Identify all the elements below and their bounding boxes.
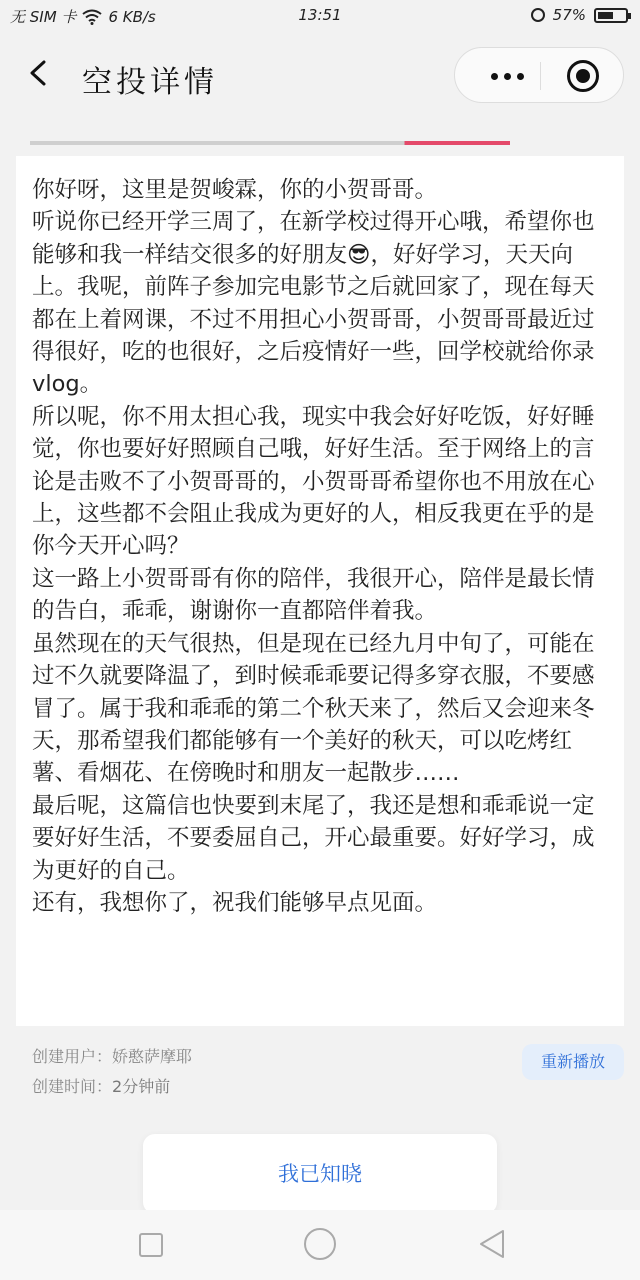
battery-icon xyxy=(594,8,628,23)
home-icon[interactable] xyxy=(304,1228,336,1260)
back-arrow-icon[interactable] xyxy=(26,60,52,86)
airdrop-meta xyxy=(32,1042,192,1102)
letter-paragraph: 还有，我想你了，祝我们能够早点见面。 xyxy=(32,889,438,916)
creator-name: 娇憨萨摩耶 xyxy=(112,1047,193,1066)
letter-paragraph: 虽然现在的天气很热，但是现在已经九月中旬了，可能在过不久就要降温了，到时候乖乖要记得多穿衣服，不要感冒了。属于我和乖乖的第二个秋天来了，然后又会迎来冬天，那希望我们都能够有一个美好的秋天，可以吃烤红薯、看烟花、在傍晚时和朋友一起散步…… xyxy=(32,630,595,787)
battery-fill xyxy=(598,12,613,19)
letter-body xyxy=(32,174,612,919)
status-right xyxy=(531,6,628,24)
clock: 13:51 xyxy=(298,6,342,24)
letter-paragraph: 你好呀，这里是贺峻霖，你的小贺哥哥。 xyxy=(32,177,438,203)
time-label: 创建时间： xyxy=(32,1077,113,1096)
created-time: 2分钟前 xyxy=(112,1077,171,1096)
rotation-lock-icon xyxy=(531,8,545,22)
carrier-text: 无 SIM 卡 xyxy=(10,8,77,26)
letter-card xyxy=(16,156,624,1026)
creator-row xyxy=(32,1042,192,1072)
scrolled-text-remnant xyxy=(30,138,510,148)
status-bar xyxy=(0,0,640,30)
page-header xyxy=(0,30,640,120)
acknowledge-button[interactable]: 我已知晓 xyxy=(143,1134,497,1214)
time-row xyxy=(32,1072,192,1102)
more-menu-icon[interactable] xyxy=(477,48,537,104)
close-miniprogram-icon[interactable] xyxy=(567,60,599,92)
network-speed: 6 KB/s xyxy=(108,7,156,26)
battery-percent: 57% xyxy=(552,6,586,24)
letter-paragraph: 听说你已经开学三周了，在新学校过得开心哦，希望你也能够和我一样结交很多的好朋友😎，好好学习，天天向上。我呢，前阵子参加完电影节之后就回家了，现在每天都在上着网课，不过不用担心小贺哥哥，小贺哥哥最近过得很好，吃的也很好，之后疫情好一些，回学校就给你录vlog。 xyxy=(32,209,595,398)
letter-paragraph: 最后呢，这篇信也快要到末尾了，我还是想和乖乖说一定要好好生活，不要委屈自己，开心最重要。好好学习，成为更好的自己。 xyxy=(32,792,595,884)
recents-icon[interactable] xyxy=(139,1233,163,1257)
capsule-divider xyxy=(540,62,541,90)
replay-button[interactable]: 重新播放 xyxy=(522,1044,624,1080)
letter-paragraph: 这一路上小贺哥哥有你的陪伴，我很开心，陪伴是最长情的告白，乖乖，谢谢你一直都陪伴着我。 xyxy=(32,565,595,625)
creator-label: 创建用户： xyxy=(32,1047,113,1066)
miniprogram-capsule xyxy=(454,47,624,103)
letter-paragraph: 所以呢，你不用太担心我，现实中我会好好吃饭，好好睡觉，你也要好好照顾自己哦，好好生活。至于网络上的言论是击败不了小贺哥哥的，小贺哥哥希望你也不用放在心上，这些都不会阻止我成为更好的人，相反我更在乎的是你今天开心吗？ xyxy=(32,403,595,560)
page-title: 空投详情 xyxy=(82,65,218,100)
system-nav-bar xyxy=(0,1210,640,1280)
nav-back-icon[interactable] xyxy=(478,1229,506,1259)
